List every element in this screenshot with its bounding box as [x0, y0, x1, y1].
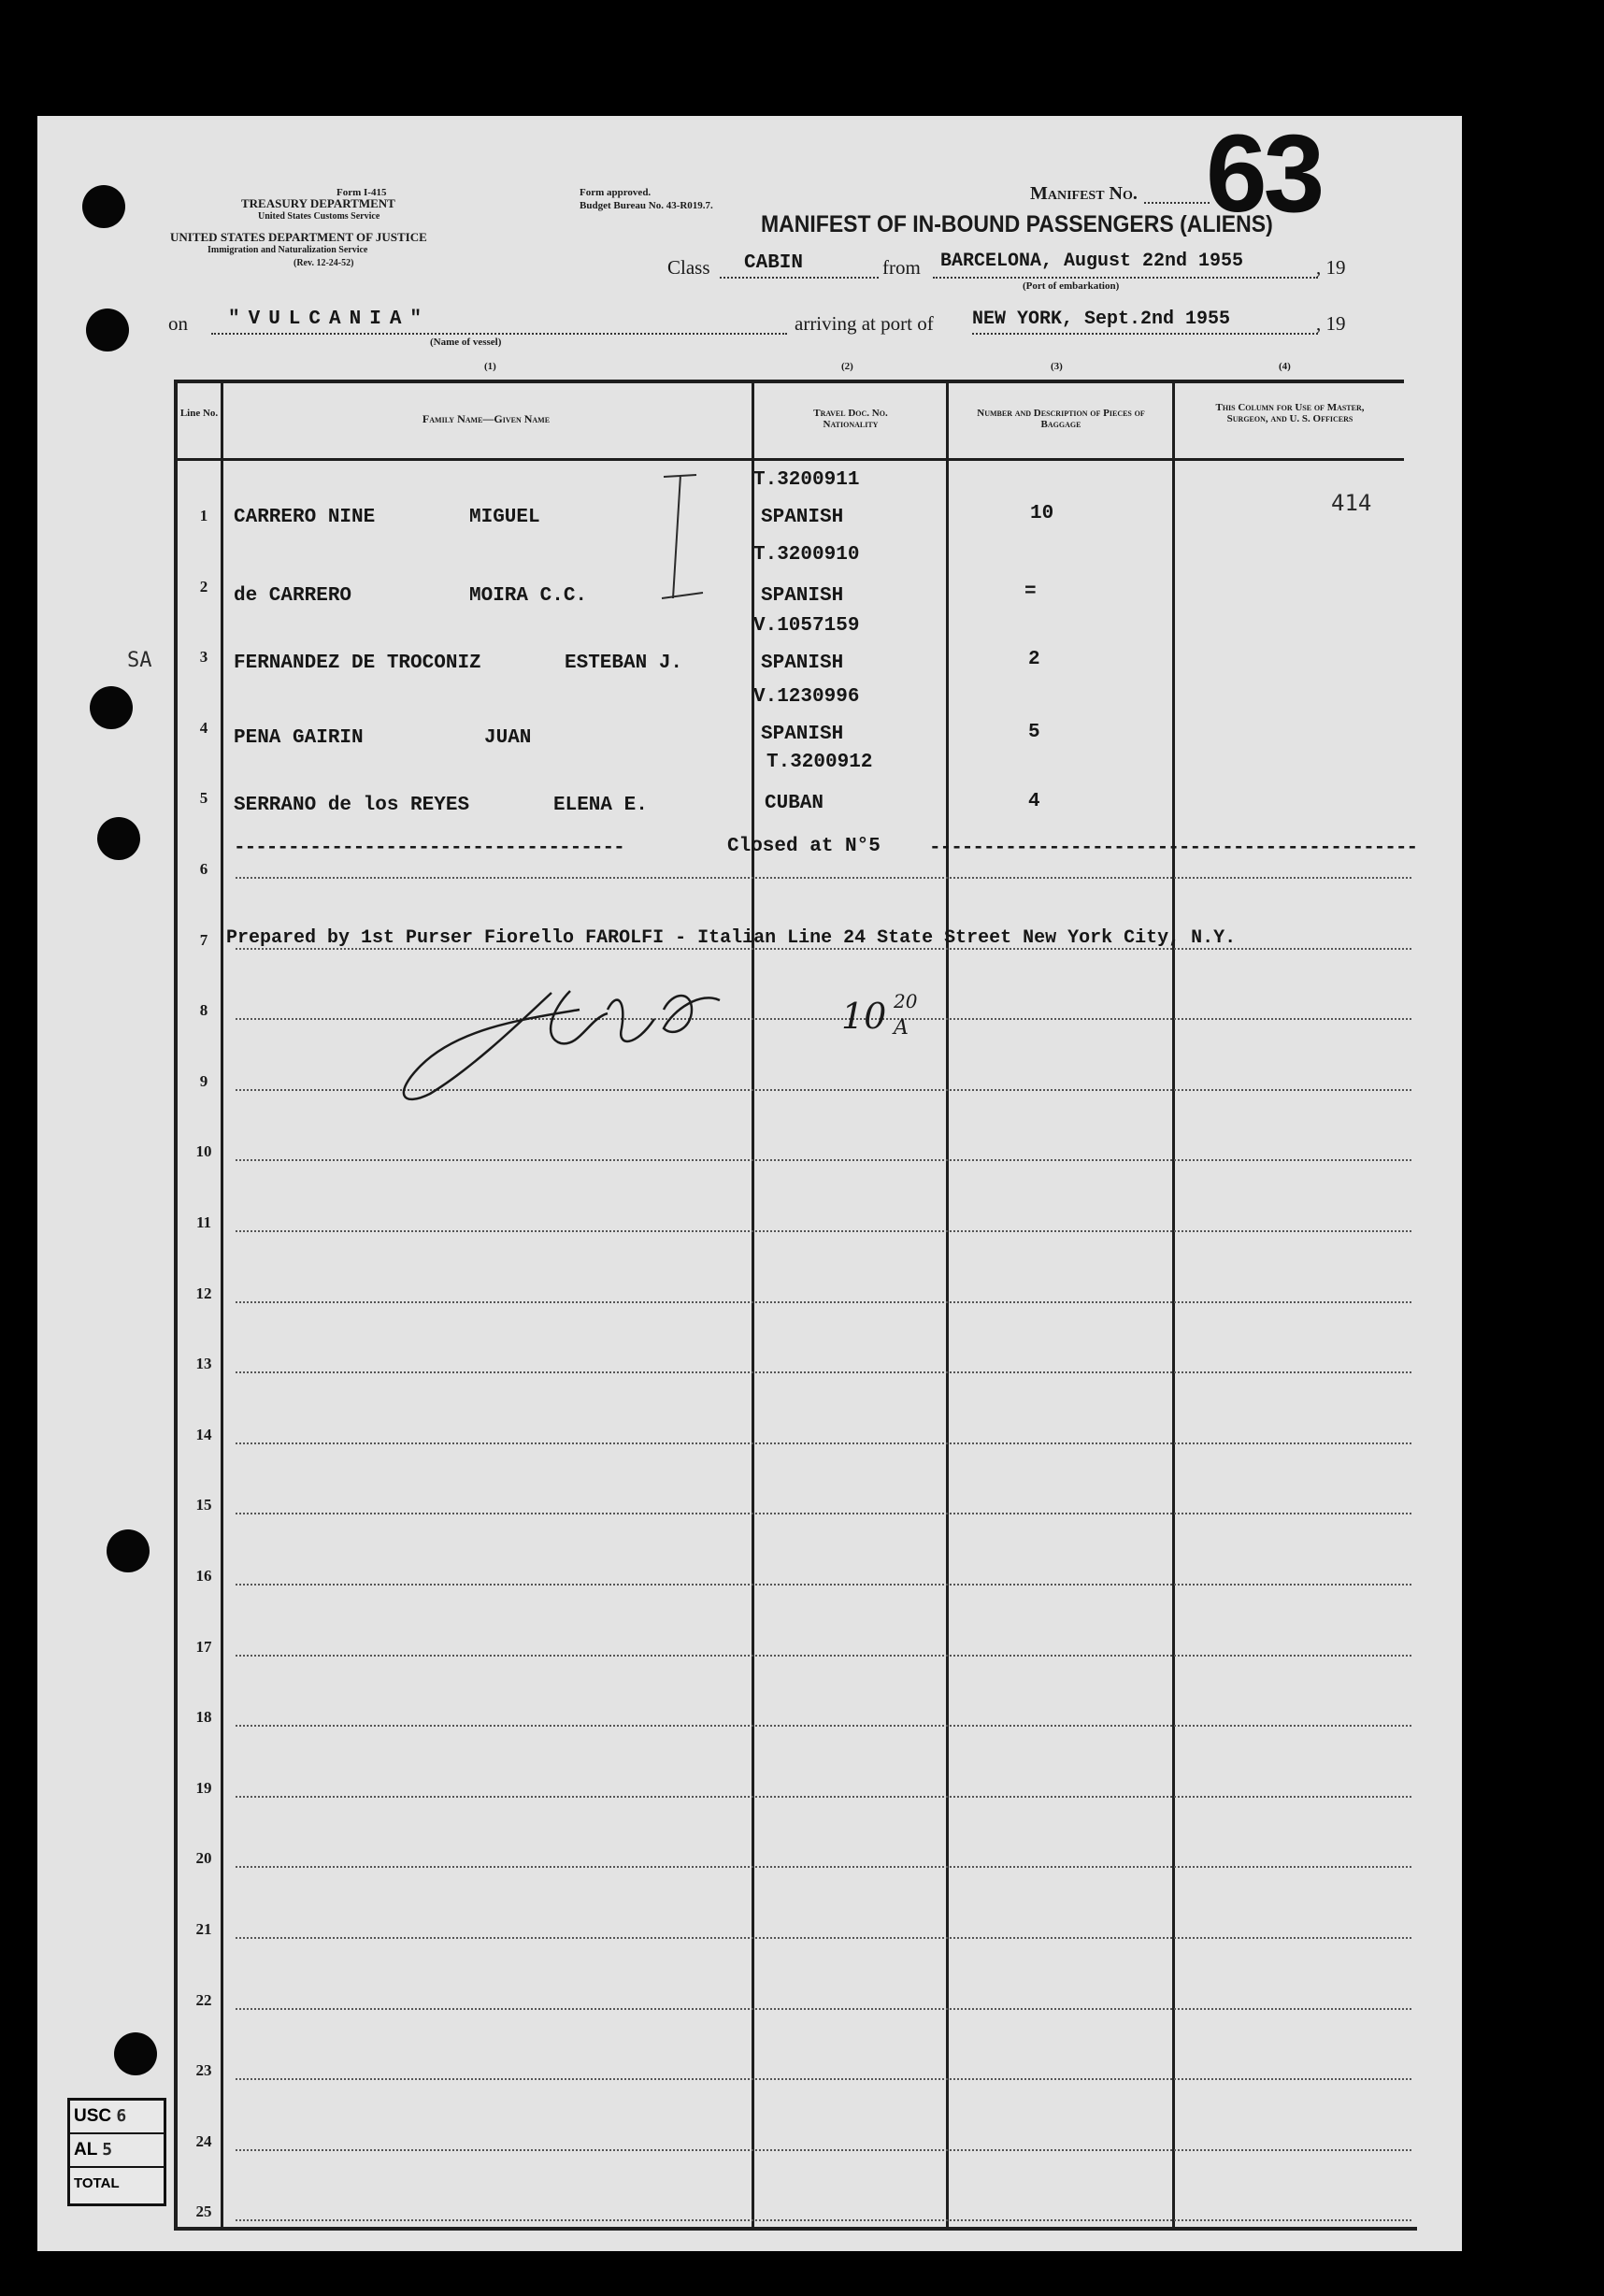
- port-embark-note: (Port of embarkation): [1023, 280, 1120, 292]
- budget-bureau: Budget Bureau No. 43-R019.7.: [580, 200, 713, 211]
- row-line: [236, 1513, 1411, 1514]
- row-line: [236, 2219, 1411, 2221]
- row-line: [236, 1725, 1411, 1727]
- row-line: [236, 1796, 1411, 1798]
- ins-service: Immigration and Naturalization Service: [208, 245, 368, 255]
- passenger-doc: T.3200911: [753, 469, 860, 491]
- line-number: 14: [195, 1426, 212, 1443]
- passenger-nationality: SPANISH: [761, 507, 844, 528]
- line-number: 24: [195, 2132, 212, 2150]
- punch-hole: [90, 686, 133, 729]
- table-top-border: [174, 380, 1404, 383]
- passenger-baggage: 5: [1028, 722, 1040, 743]
- row-line: [236, 1866, 1411, 1868]
- line-number: 9: [199, 1072, 208, 1090]
- port-embarkation: BARCELONA, August 22nd 1955: [940, 251, 1244, 272]
- form-number: Form I-415: [337, 187, 387, 198]
- page-title: MANIFEST OF IN-BOUND PASSENGERS (ALIENS): [761, 211, 1273, 237]
- passenger-baggage: =: [1024, 581, 1037, 603]
- passenger-family-name: FERNANDEZ DE TROCONIZ: [234, 653, 481, 674]
- arrival-port: NEW YORK, Sept.2nd 1955: [972, 309, 1231, 330]
- vessel-note: (Name of vessel): [430, 337, 502, 348]
- passenger-family-name: CARRERO NINE: [234, 507, 376, 528]
- manifest-number: 63: [1206, 112, 1322, 236]
- header-divider: [174, 458, 1404, 461]
- closed-dashes-right: ---------------------------------------------: [929, 838, 1418, 859]
- passenger-doc: T.3200910: [753, 544, 860, 566]
- row-line: [236, 1159, 1411, 1161]
- row-line: [236, 1584, 1411, 1586]
- stamp-al: AL 5: [70, 2134, 164, 2168]
- passenger-nationality: CUBAN: [765, 793, 824, 814]
- purser-signature: [393, 954, 953, 1122]
- table-bottom-border: [174, 2227, 1417, 2231]
- svg-text:10: 10: [841, 996, 887, 1037]
- row-line: [236, 2078, 1411, 2080]
- passenger-doc: V.1230996: [753, 686, 860, 708]
- manifest-label: Manifest No.: [1030, 183, 1138, 204]
- line-number: 6: [199, 860, 208, 878]
- arriving-label: arriving at port of: [795, 312, 934, 335]
- line-number: 23: [195, 2061, 212, 2079]
- line-number: 25: [195, 2203, 212, 2220]
- line-number: 20: [195, 1849, 212, 1867]
- class-label: Class: [667, 256, 710, 279]
- column-header-travel-doc: Travel Doc. No. Nationality: [813, 408, 888, 430]
- prepared-by: Prepared by 1st Purser Fiorello FAROLFI - Italian Line 24 State Street New York City, N.Y.: [226, 927, 1237, 949]
- column-number: (1): [484, 361, 496, 372]
- svg-text:A: A: [894, 1016, 909, 1040]
- manifest-page: [37, 116, 1462, 2251]
- passenger-baggage: 4: [1028, 791, 1040, 812]
- passenger-nationality: SPANISH: [761, 585, 844, 607]
- line-number: 18: [195, 1708, 212, 1726]
- tally-mark: [645, 467, 720, 608]
- column-header-baggage: Number and Description of Pieces of Baggage: [977, 408, 1145, 430]
- line-number: 22: [195, 1991, 212, 2009]
- treasury-dept: TREASURY DEPARTMENT: [241, 196, 395, 210]
- customs-service: United States Customs Service: [258, 211, 380, 222]
- passenger-given-name: MOIRA C.C.: [469, 585, 588, 607]
- officer-note: 414: [1331, 490, 1372, 516]
- svg-text:20: 20: [894, 990, 918, 1012]
- line-number: 16: [195, 1567, 212, 1585]
- margin-note: SA: [127, 649, 152, 672]
- line-number: 3: [199, 648, 208, 666]
- passenger-given-name: MIGUEL: [469, 507, 540, 528]
- column-divider: [752, 380, 754, 2231]
- passenger-family-name: PENA GAIRIN: [234, 727, 364, 749]
- passenger-doc: V.1057159: [753, 615, 860, 637]
- punch-hole: [107, 1529, 150, 1572]
- line-number: 10: [195, 1142, 212, 1160]
- punch-hole: [86, 309, 129, 352]
- line-number: 5: [199, 789, 208, 807]
- vessel-name: "VULCANIA": [228, 309, 431, 330]
- row-line: [236, 1937, 1411, 1939]
- punch-hole: [82, 185, 125, 228]
- on-label: on: [168, 312, 188, 335]
- row-line: [236, 2008, 1411, 2010]
- year-suffix: , 19: [1316, 312, 1346, 335]
- row-line: [236, 877, 1411, 879]
- column-divider: [946, 380, 949, 2231]
- column-header-name: Family Name—Given Name: [422, 412, 551, 425]
- column-header-officers: This Column for Use of Master, Surgeon, and U. S. Officers: [1215, 402, 1365, 424]
- row-line: [236, 1301, 1411, 1303]
- column-number: (2): [841, 361, 853, 372]
- closed-dashes-left: ------------------------------------: [234, 838, 624, 859]
- line-number: 17: [195, 1638, 212, 1656]
- revision-date: (Rev. 12-24-52): [294, 258, 354, 268]
- table-left-border: [174, 380, 178, 2231]
- line-number: 19: [195, 1779, 212, 1797]
- punch-hole: [114, 2032, 157, 2075]
- line-number: 21: [195, 1920, 212, 1938]
- column-header-line-no: Line No.: [179, 408, 219, 419]
- column-number: (4): [1279, 361, 1291, 372]
- line-number: 13: [195, 1355, 212, 1372]
- stamp-usc: USC 6: [70, 2101, 164, 2134]
- passenger-nationality: SPANISH: [761, 724, 844, 745]
- passenger-doc: T.3200912: [766, 752, 873, 773]
- passenger-family-name: SERRANO de los REYES: [234, 795, 470, 816]
- line-number: 15: [195, 1496, 212, 1514]
- row-line: [236, 1230, 1411, 1232]
- line-number: 7: [199, 931, 208, 949]
- form-approved: Form approved.: [580, 187, 652, 198]
- punch-hole: [97, 817, 140, 860]
- from-label: from: [882, 256, 921, 279]
- passenger-baggage: 2: [1028, 649, 1040, 670]
- passenger-family-name: de CARRERO: [234, 585, 352, 607]
- line-number: 2: [199, 578, 208, 596]
- line-number: 12: [195, 1284, 212, 1302]
- line-number: 1: [199, 507, 208, 524]
- row-line: [236, 2149, 1411, 2151]
- passenger-nationality: SPANISH: [761, 653, 844, 674]
- row-line: [236, 1442, 1411, 1444]
- row-line: [236, 1371, 1411, 1373]
- passenger-given-name: JUAN: [484, 727, 532, 749]
- justice-dept: UNITED STATES DEPARTMENT OF JUSTICE: [170, 230, 427, 244]
- line-number: 8: [199, 1001, 208, 1019]
- passenger-given-name: ELENA E.: [553, 795, 648, 816]
- passenger-given-name: ESTEBAN J.: [565, 653, 683, 674]
- class-value: CABIN: [744, 252, 804, 274]
- line-number: 4: [199, 719, 208, 737]
- passenger-baggage: 10: [1030, 503, 1054, 524]
- closed-at-text: Closed at N°5: [727, 836, 881, 857]
- column-number: (3): [1051, 361, 1063, 372]
- year-suffix: , 19: [1316, 256, 1346, 279]
- column-divider: [1172, 380, 1175, 2231]
- line-number: 11: [195, 1213, 212, 1231]
- row-line: [236, 1655, 1411, 1657]
- stamp-total: TOTAL: [74, 2175, 120, 2191]
- class-count-stamp: [67, 2098, 166, 2206]
